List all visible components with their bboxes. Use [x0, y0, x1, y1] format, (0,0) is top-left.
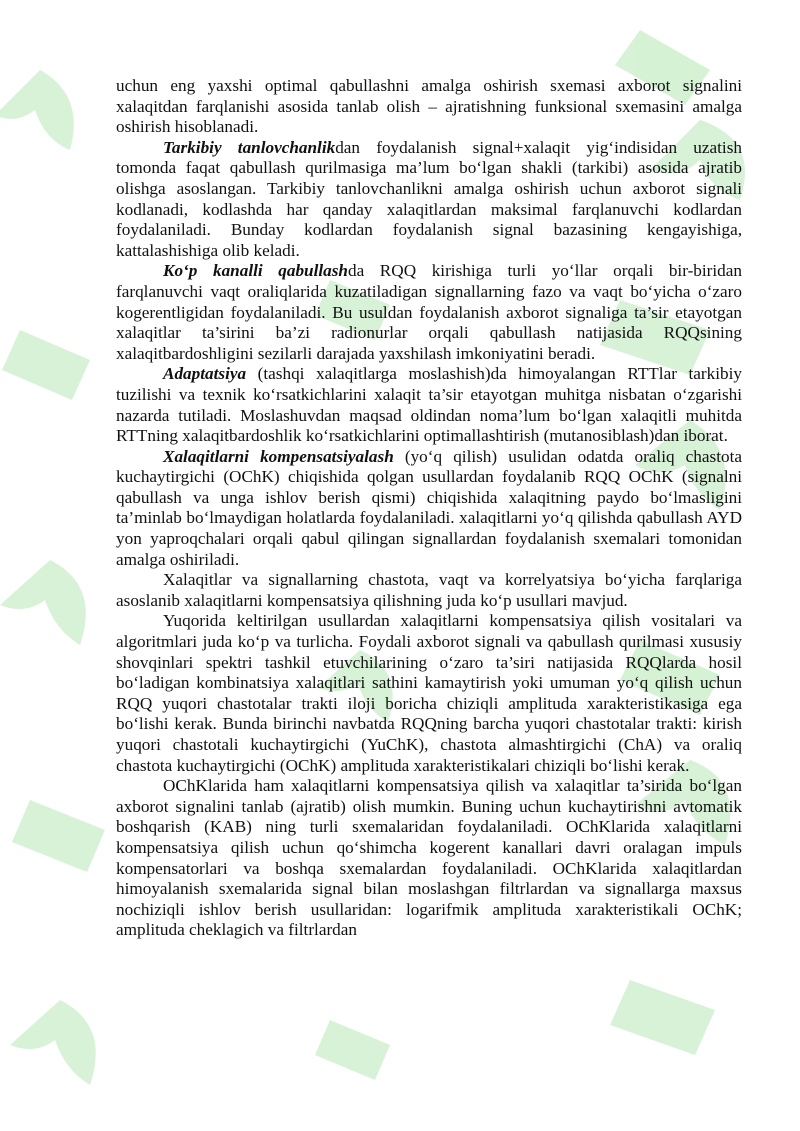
- watermark-shape: [610, 980, 715, 1055]
- paragraph-term: Xalaqitlarni kompensatsiyalash: [163, 446, 394, 466]
- paragraph: [116, 447, 742, 571]
- paragraph-text: (tashqi xalaqitlarga moslashish)da himoyalangan RTTlar tarkibiy tuzilishi va texnik ko‘rsatkichlarini xalaqit ta’sir etayotgan muhitga nisbatan o‘zgarishi nazarda tutiladi. Moslashuvdan maqsad oldindan noma’lum bo‘lgan xalaqitli muhitda RTTning xalaqitbardoshlik ko‘rsatkichlarini optimallashtirish (mutanosiblash)dan iborat.: [116, 364, 742, 446]
- watermark-shape: [315, 1020, 390, 1080]
- paragraph-term: Adaptatsiya: [163, 364, 247, 384]
- document-page: [116, 76, 742, 941]
- paragraph-text: OChKlarida ham xalaqitlarni kompensatsiya qilish va xalaqitlar ta’sirida bo‘lgan axborot signalini tanlab (ajratib) olish mumkin. Buning uchun kuchaytirishni avtomatik boshqarish (KAB) ning turli sxemalaridan foydalaniladi. OChKlarida xalaqitlarni kompensatsiya qilish uchun qo‘shimcha kogerent kanallari davri oralagan impuls kompensatorlari va boshqa sxemalardan foydalaniladi. OChKlarida xalaqitlardan himoyalanish sxemalarida signal bilan moslashgan filtrlardan va signallarga maxsus nochiziqli ishlov berish usullaridan: logarifmik amplituda xarakteristikali OChK; amplituda cheklagich va filtrlardan: [116, 776, 742, 940]
- watermark-shape: [2, 330, 90, 400]
- paragraph-text: dan foydalanish signal+xalaqit yig‘indisidan uzatish tomonda faqat qabullash qurilmasiga ma’lum bo‘lgan shakli (tarkibi) asosida ajratib olishga asoslangan. Tarkibiy tanlovchanlikni amalga oshirish uchun axborot signali kodlanadi, kodlashda har qanday xalaqitlardan maksimal farqlanuvchi kodlardan foydalaniladi. Bunday kodlardan foydalanish signal bazasining kengayishiga, kattalashishiga olib keladi.: [116, 137, 742, 260]
- paragraph-text: (yo‘q qilish) usulidan odatda oraliq chastota kuchaytirgichi (OChK) chiqishida qolgan usullardan foydalanib RQQ OChK (signalni qabullash va unga ishlov berish qismi) chiqishida xalaqitning paydo bo‘lmasligini ta’minlab bo‘lmaydigan holatlarda foydalaniladi. xalaqitlarni yo‘q qilishda qabullash AYD yon yaproqchalari orqali qabul qilingan signallardan foydalanish sxemalari tomonidan amalga oshiriladi.: [116, 446, 742, 569]
- watermark-shape: [0, 560, 86, 645]
- paragraph-text: da RQQ kirishiga turli yo‘llar orqali bir-biridan farqlanuvchi vaqt oraliqlarida kuzatiladigan signallarning fazo va vaqt bo‘yicha o‘zaro kogerentligidan foydalaniladi. Bu usuldan foydalanish axborot signaliga ta’sir etayotgan xalaqitlar ta’sirini ba’zi radionurlar orqali qabullash natijasida RQQsining xalaqitbardoshligini sezilarli darajada yaxshilash imkoniyatini beradi.: [116, 261, 742, 363]
- paragraph: [116, 364, 742, 446]
- paragraph-text: Xalaqitlar va signallarning chastota, vaqt va korrelyatsiya bo‘yicha farqlariga asoslanib xalaqitlarni kompensatsiya qilishning juda ko‘p usullari mavjud.: [116, 570, 742, 610]
- paragraph-term: Ko‘p kanalli qabullash: [163, 261, 348, 281]
- watermark-shape: [12, 800, 105, 872]
- paragraph-term: Tarkibiy tanlovchanlik: [163, 137, 336, 157]
- paragraph: [116, 611, 742, 776]
- paragraph: [116, 570, 742, 611]
- paragraph: [116, 261, 742, 364]
- watermark-shape: [10, 1000, 96, 1085]
- paragraph-text: Yuqorida keltirilgan usullardan xalaqitlarni kompensatsiya qilish vositalari va algoritmlari juda ko‘p va turlicha. Foydali axborot signali va qabullash qurilmasi xususiy shovqinlari spektri tashkil etuvchilarining o‘zaro ta’siri natijasida RQQlarda hosil bo‘ladigan kombinatsiya xalaqitlari sathini kamaytirish yoki umuman yo‘q qilish uchun RQQ yuqori chastotalar trakti iloji boricha chiziqli amplituda xarakteristikasiga ega bo‘lishi kerak. Bunda birinchi navbatda RQQning barcha yuqori chastotalar trakti: kirish yuqori chastotali kuchaytirgichi (YuChK), chastota almashtirgichi (ChA) va oraliq chastota kuchaytirgichi (OChK) amplituda xarakteristikalari chiziqli bo‘lishi kerak.: [116, 611, 742, 775]
- paragraph: [116, 138, 742, 262]
- paragraph-text: uchun eng yaxshi optimal qabullashni amalga oshirish sxemasi axborot signalini xalaqitdan farqlanishi asosida tanlab olish – ajratishning funksional sxemasini amalga oshirish hisoblanadi.: [116, 76, 742, 137]
- watermark-shape: [0, 70, 74, 150]
- paragraph: [116, 76, 742, 138]
- paragraph: [116, 776, 742, 941]
